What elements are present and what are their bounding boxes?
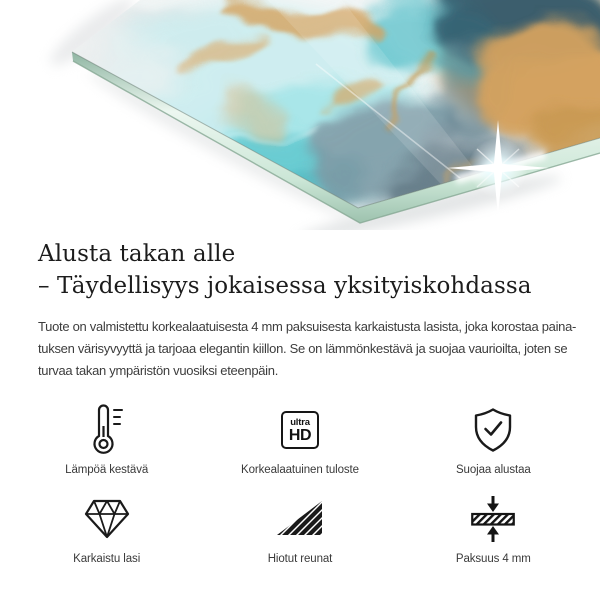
page-title <box>38 238 600 302</box>
product-image <box>0 0 600 230</box>
feature-ultra-hd-print <box>203 402 396 478</box>
feature-polished-edges <box>203 491 396 567</box>
feature-label: Suojaa alustaa <box>455 464 531 476</box>
thermometer-icon <box>90 403 124 457</box>
shield-check-icon <box>473 407 513 453</box>
feature-thickness <box>397 491 590 567</box>
thickness-icon <box>471 493 515 545</box>
ultra-hd-icon: ultra HD <box>281 411 319 449</box>
description-line: Tuote on valmistettu korkealaatuisesta 4 mm paksuisesta karkaistusta lasista, joka korostaa paina- <box>38 319 577 334</box>
glass-panel-illustration <box>0 0 600 230</box>
feature-tempered-glass <box>10 491 203 567</box>
page-title-line1: Alusta takan alle <box>38 241 236 267</box>
beveled-edges-icon <box>276 500 324 538</box>
feature-label: Lämpöä kestävä <box>65 464 149 476</box>
diamond-icon <box>83 498 131 540</box>
feature-protects-surface <box>397 402 590 478</box>
description-line: turvaa takan ympäristön vuosiksi eteenpäin. <box>38 363 279 378</box>
feature-label: Paksuus 4 mm <box>455 553 531 565</box>
description-line: tuksen värisyvyyttä ja tarjoaa elegantin kiillon. Se on lämmönkestävä ja suojaa vaurioilta, joten se <box>38 341 568 356</box>
feature-label: Karkaistu lasi <box>73 553 141 565</box>
feature-heat-resistant <box>10 402 203 478</box>
product-description <box>38 316 600 382</box>
feature-label: Hiotut reunat <box>267 553 333 565</box>
page-title-line2: – Täydellisyys jokaisessa yksityiskohdassa <box>38 273 532 299</box>
feature-grid <box>10 402 590 567</box>
feature-label: Korkealaatuinen tuloste <box>241 464 359 476</box>
